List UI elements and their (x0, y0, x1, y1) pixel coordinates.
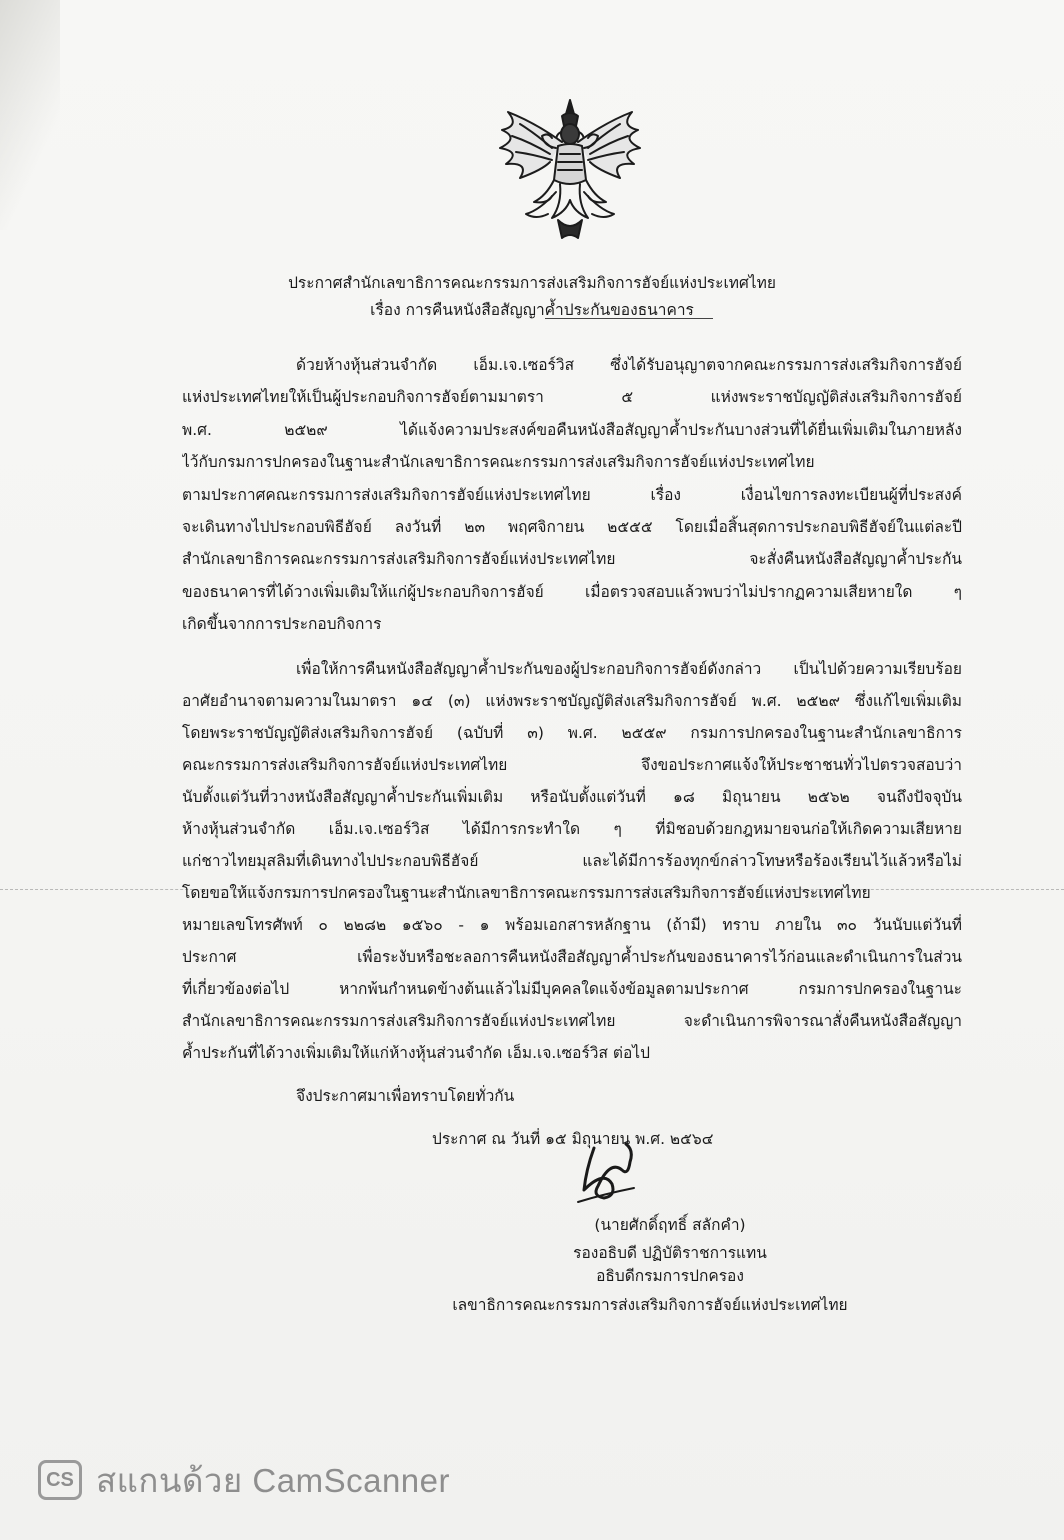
paragraph2-line: ห้างหุ้นส่วนจำกัด เอ็ม.เจ.เซอร์วิส ได้มีการกระทำใด ๆ ที่มิชอบด้วยกฎหมายจนก่อให้เกิดความเสียหาย (182, 820, 962, 838)
subject-underline (545, 318, 713, 319)
signatory-position: รองอธิบดี ปฏิบัติราชการแทน (573, 1244, 767, 1262)
paragraph2-line: ค้ำประกันที่ได้วางเพิ่มเติมให้แก่ห้างหุ้นส่วนจำกัด เอ็ม.เจ.เซอร์วิส ต่อไป (182, 1044, 650, 1062)
announcement-subject: เรื่อง การคืนหนังสือสัญญาค้ำประกันของธนาคาร (370, 301, 694, 319)
announcement-title: ประกาศสำนักเลขาธิการคณะกรรมการส่งเสริมกิจการฮัจย์แห่งประเทศไทย (288, 274, 776, 292)
paragraph2-line: ที่เกี่ยวข้องต่อไป หากพ้นกำหนดข้างต้นแล้วไม่มีบุคคลใดแจ้งข้อมูลตามประกาศ กรมการปกครองในฐานะ (182, 980, 962, 998)
paragraph2-line: เพื่อให้การคืนหนังสือสัญญาค้ำประกันของผู้ประกอบกิจการฮัจย์ดังกล่าว เป็นไปด้วยความเรียบร้อย (296, 660, 962, 678)
camscanner-logo-icon: CS (38, 1460, 82, 1500)
closing-statement: จึงประกาศมาเพื่อทราบโดยทั่วกัน (296, 1087, 515, 1105)
signatory-title: เลขาธิการคณะกรรมการส่งเสริมกิจการฮัจย์แห่งประเทศไทย (452, 1296, 848, 1314)
paragraph2-line: หมายเลขโทรศัพท์ ๐ ๒๒๘๒ ๑๕๖๐ - ๑ พร้อมเอกสารหลักฐาน (ถ้ามี) ทราบ ภายใน ๓๐ วันนับแต่วันที่ (182, 916, 962, 934)
paragraph1-line: จะเดินทางไปประกอบพิธีฮัจย์ ลงวันที่ ๒๓ พฤศจิกายน ๒๕๕๕ โดยเมื่อสิ้นสุดการประกอบพิธีฮัจย์ในแต่ละปี (182, 518, 962, 536)
paragraph2-line: นับตั้งแต่วันที่วางหนังสือสัญญาค้ำประกันเพิ่มเติม หรือนับตั้งแต่วันที่ ๑๘ มิถุนายน ๒๕๖๒ จนถึงปัจจุบัน (182, 788, 962, 806)
paragraph2-line: คณะกรรมการส่งเสริมกิจการฮัจย์แห่งประเทศไทย จึงขอประกาศแจ้งให้ประชาชนทั่วไปตรวจสอบว่า (182, 756, 962, 774)
paragraph2-line: แก่ชาวไทยมุสลิมที่เดินทางไปประกอบพิธีฮัจย์ และได้มีการร้องทุกข์กล่าวโทษหรือร้องเรียนไว้แล้วหรือไม่ (182, 852, 962, 870)
paragraph1-line: แห่งประเทศไทยให้เป็นผู้ประกอบกิจการฮัจย์ตามมาตรา ๕ แห่งพระราชบัญญัติส่งเสริมกิจการฮัจย์ (182, 388, 962, 406)
signatory-name: (นายศักดิ์ฤทธิ์ สลักคำ) (594, 1216, 746, 1234)
paragraph2-line: ประกาศ เพื่อระงับหรือชะลอการคืนหนังสือสัญญาค้ำประกันของธนาคารไว้ก่อนและดำเนินการในส่วน (182, 948, 962, 966)
paragraph1-line: พ.ศ. ๒๕๒๙ ได้แจ้งความประสงค์ขอคืนหนังสือสัญญาค้ำประกันบางส่วนที่ได้ยื่นเพิ่มเติมในภายหลัง (182, 421, 962, 439)
paragraph2-line: โดยขอให้แจ้งกรมการปกครองในฐานะสำนักเลขาธิการคณะกรรมการส่งเสริมกิจการฮัจย์แห่งประเทศไทย (182, 884, 871, 902)
paragraph1-line: ตามประกาศคณะกรรมการส่งเสริมกิจการฮัจย์แห่งประเทศไทย เรื่อง เงื่อนไขการลงทะเบียนผู้ที่ประสงค์ (182, 486, 962, 504)
camscanner-watermark (38, 1456, 450, 1504)
paragraph1-line: สำนักเลขาธิการคณะกรรมการส่งเสริมกิจการฮัจย์แห่งประเทศไทย จะสั่งคืนหนังสือสัญญาค้ำประกัน (182, 550, 962, 568)
paragraph2-line: อาศัยอำนาจตามความในมาตรา ๑๔ (๓) แห่งพระราชบัญญัติส่งเสริมกิจการฮัจย์ พ.ศ. ๒๕๒๙ ซึ่งแก้ไขเพิ่มเติม (182, 692, 962, 710)
handwritten-signature (564, 1140, 654, 1210)
page-corner-shadow (0, 0, 60, 230)
paragraph1-line: ของธนาคารที่ได้วางเพิ่มเติมให้แก่ผู้ประกอบกิจการฮัจย์ เมื่อตรวจสอบแล้วพบว่าไม่ปรากฏความเสียหายใด ๆ (182, 583, 962, 601)
paragraph2-line: สำนักเลขาธิการคณะกรรมการส่งเสริมกิจการฮัจย์แห่งประเทศไทย จะดำเนินการพิจารณาสั่งคืนหนังสือสัญญา (182, 1012, 962, 1030)
garuda-emblem-icon (490, 92, 650, 242)
camscanner-label: สแกนด้วย CamScanner (96, 1461, 451, 1499)
paragraph1-line: ด้วยห้างหุ้นส่วนจำกัด เอ็ม.เจ.เซอร์วิส ซึ่งได้รับอนุญาตจากคณะกรรมการส่งเสริมกิจการฮัจย์ (296, 356, 962, 374)
paragraph1-line: ไว้กับกรมการปกครองในฐานะสำนักเลขาธิการคณะกรรมการส่งเสริมกิจการฮัจย์แห่งประเทศไทย (182, 453, 815, 471)
signatory-organization: อธิบดีกรมการปกครอง (596, 1267, 744, 1285)
paragraph2-line: โดยพระราชบัญญัติส่งเสริมกิจการฮัจย์ (ฉบับที่ ๓) พ.ศ. ๒๕๕๙ กรมการปกครองในฐานะสำนักเลขาธิการ (182, 724, 962, 742)
announcement-date: ประกาศ ณ วันที่ ๑๕ มิถุนายน พ.ศ. ๒๕๖๔ (432, 1130, 714, 1148)
paragraph1-line: เกิดขึ้นจากการประกอบกิจการ (182, 615, 382, 633)
